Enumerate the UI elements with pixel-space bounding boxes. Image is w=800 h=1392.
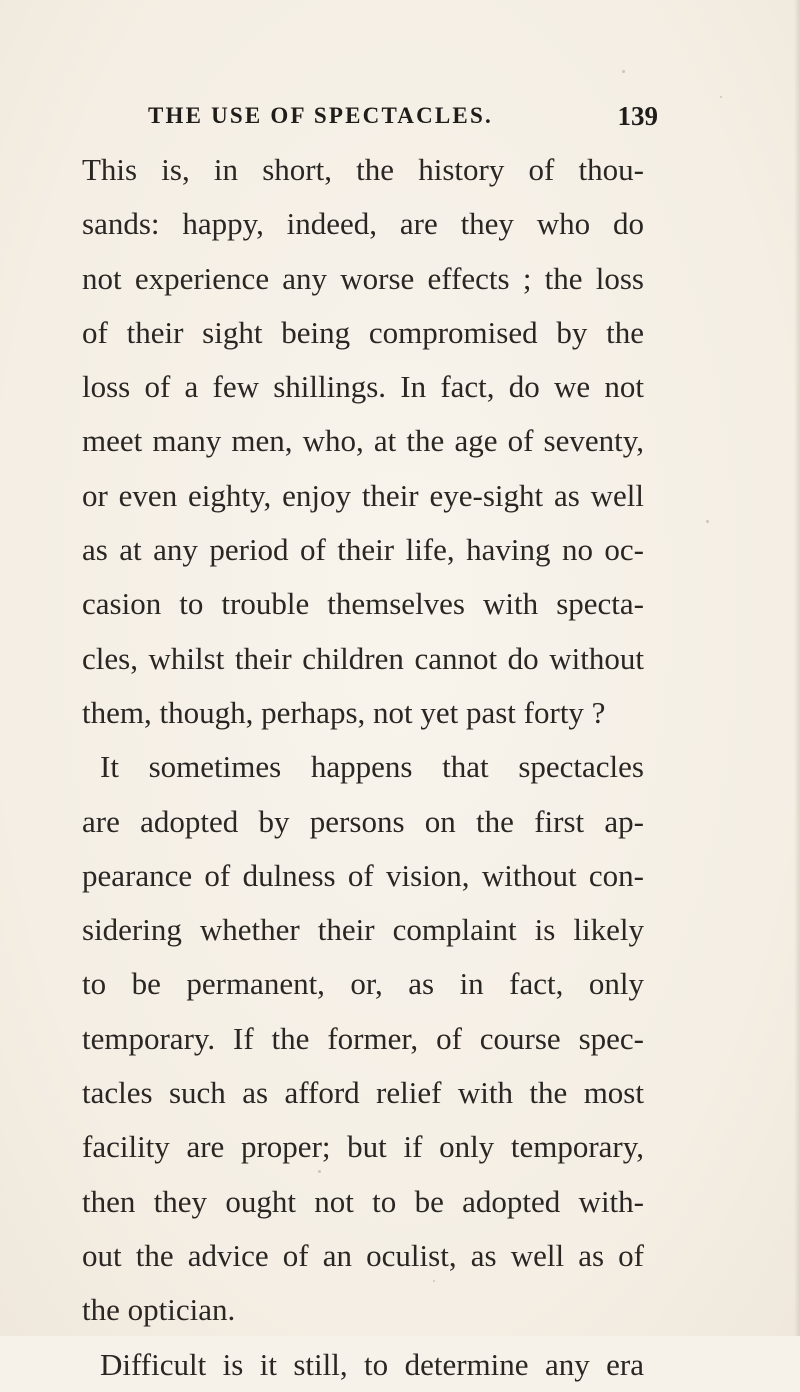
text-line: cles, whilst their children cannot do without bbox=[82, 640, 644, 676]
page-header bbox=[148, 103, 658, 143]
paper-speck bbox=[433, 1280, 435, 1282]
text-line: sands: happy, indeed, are they who do bbox=[82, 206, 644, 242]
text-line: of their sight being compromised by the bbox=[82, 314, 644, 350]
text-line: not experience any worse effects ; the loss bbox=[82, 260, 644, 296]
page-edge-shadow bbox=[794, 0, 800, 1336]
text-line: This is, in short, the history of thou- bbox=[82, 152, 644, 187]
paragraph-start-line: Difficult is it still, to determine any era bbox=[100, 1346, 644, 1382]
text-line: facility are proper; but if only temporary, bbox=[82, 1129, 644, 1165]
text-line: temporary. If the former, of course spec- bbox=[82, 1020, 644, 1056]
text-line: or even eighty, enjoy their eye-sight as well bbox=[82, 477, 644, 513]
text-line: loss of a few shillings. In fact, do we not bbox=[82, 369, 644, 405]
text-line: the optician. bbox=[82, 1292, 236, 1328]
running-head: THE USE OF SPECTACLES. bbox=[148, 103, 493, 128]
body-text bbox=[82, 143, 644, 1392]
paper-speck bbox=[706, 520, 709, 523]
text-line: are adopted by persons on the first ap- bbox=[82, 803, 644, 839]
text-line: as at any period of their life, having no oc- bbox=[82, 532, 644, 568]
text-line: sidering whether their complaint is likely bbox=[82, 912, 644, 948]
paper-speck bbox=[720, 96, 722, 98]
text-line: casion to trouble themselves with specta- bbox=[82, 586, 644, 622]
text-line: meet many men, who, at the age of seventy, bbox=[82, 423, 644, 459]
paper-speck bbox=[622, 70, 625, 73]
text-line: tacles such as afford relief with the most bbox=[82, 1075, 644, 1111]
text-line: then they ought not to be adopted with- bbox=[82, 1183, 644, 1219]
paper-speck bbox=[318, 1170, 321, 1173]
page-number: 139 bbox=[617, 101, 658, 131]
text-line: pearance of dulness of vision, without con- bbox=[82, 857, 644, 893]
paragraph-start-line: It sometimes happens that spectacles bbox=[100, 749, 644, 785]
text-line: them, though, perhaps, not yet past forty ? bbox=[82, 694, 606, 730]
text-line: out the advice of an oculist, as well as of bbox=[82, 1237, 644, 1273]
text-line: to be permanent, or, as in fact, only bbox=[82, 966, 644, 1002]
